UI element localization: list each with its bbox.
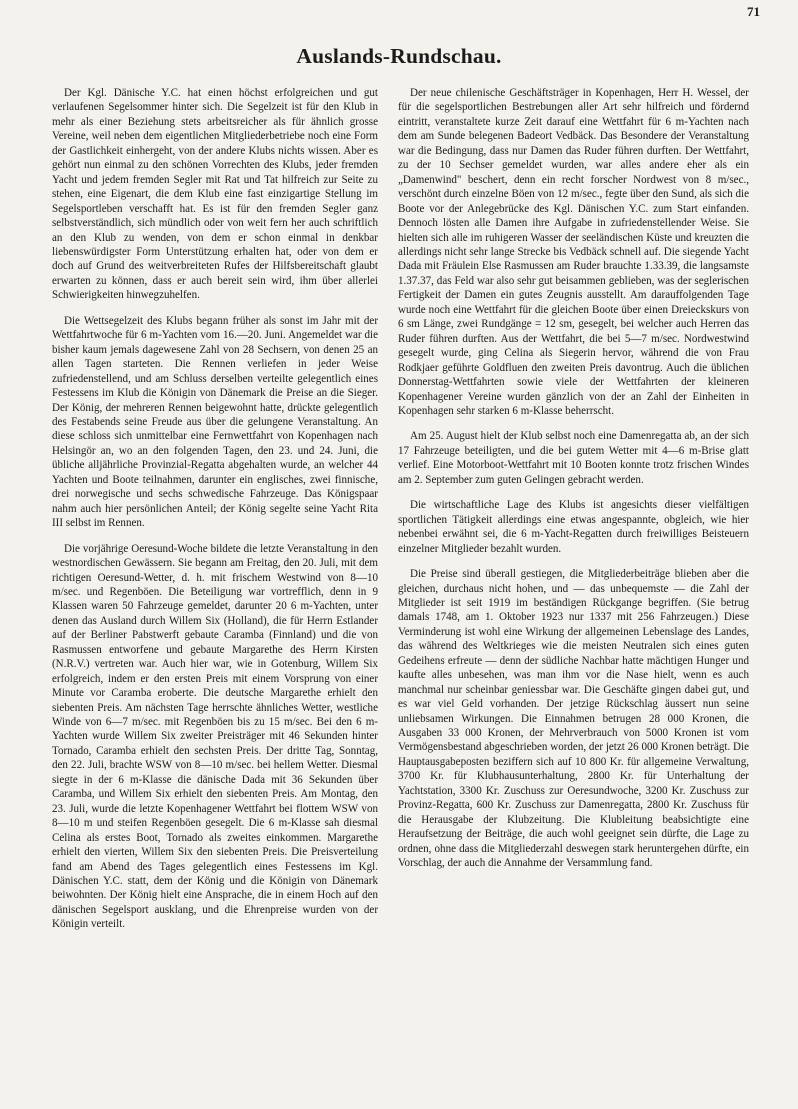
right-column	[398, 86, 749, 871]
paragraph: Der neue chilenische Geschäftsträger in Kopenhagen, Herr H. Wessel, der für die segelsportlichen Bestrebungen aller Art sehr hilfreich und fördernd eintritt, veranstaltete kurze Zeit darauf eine Wettfahrt für 6 m-Yachten nach dem am Sunde belegenen Badeort Vedbäck. Das Besondere der Veranstaltung war die Bedingung, dass nur Damen das Ruder führen durften. Der Wettfahrt, zu der 10 Sechser gemeldet wurden, war alles andere eher als ein „Damenwind" beschert, denn ein recht forscher Nordwest von 8 m/sec., verschönt durch einzelne Böen von 12 m/sec., fegte über den Sund, als sich die Boote vor der Anlegebrücke des Kgl. Dänischen Y.C. zum Start einfanden. Dennoch lösten alle Damen ihre Aufgabe in zufriedenstellender Weise. Sie hielten sich alle im ruhigeren Wasser der seeländischen Küste und kreuzten die allerdings nicht sehr lange Strecke bis Vedbäck schnell auf. Die siegende Yacht Dada mit Fräulein Else Rasmussen am Ruder brauchte 1.33.39, die langsamste 1.37.37, das Feld war also sehr gut beisammen geblieben, was der seglerischen Fertigkeit der Damen ein gutes Zeugnis ausstellt. Am darauffolgenden Tage wurde noch eine Wettfahrt für die gleichen Boote über einen Dreieckskurs von 6 sm Länge, zwei Rundgänge = 12 sm, gesegelt, bei welcher auch Herren das Ruder führen durften. Aus der Wettfahrt, die bei 5—7 m/sec. Nordwestwind gesegelt wurde, ging Celina als Siegerin hervor, während die von Frau Rodkjaer geführte Goldfluen den zweiten Preis davontrug. Auch die üblichen Donnerstag-Wettfahrten sowie viele der Wettfahrten der kleineren Kopenhagener Vereine wurden gänzlich von der an Zahl der Einheiten in Kopenhagen sehr starken 6 m-Klasse beherrscht.	[398, 87, 749, 417]
paragraph: Die wirtschaftliche Lage des Klubs ist angesichts dieser vielfältigen sportlichen Tätigkeit allerdings eine etwas angespannte, obgleich, wie hier nebenbei erwähnt sei, die 6 m-Yacht-Regatten durch freiwilliges Beisteuern einzelner Mitglieder bezahlt wurden.	[398, 499, 749, 555]
paragraph: Die vorjährige Oeresund-Woche bildete die letzte Veranstaltung in den westnordischen Gewässern. Sie begann am Freitag, den 20. Juli, mit dem richtigen Oeresund-Wetter, d. h. mit frischem Westwind von 8—10 m/sec. und Regenböen. Die Beteiligung war vortrefflich, denn in 9 Klassen waren 50 Fahrzeuge gemeldet, darunter 20 6 m-Yachten, unter denen das Ausland durch Willem Six (Holland), die für Herrn Estlander auf der Berliner Pabstwerft gebaute Caramba (Finnland) und die von Rasmussen entworfene und gebaute Margarethe des Herrn Kirsten (N.R.V.) vertreten war. Auch hier war, wie in Gotenburg, Willem Six erfolgreich, indem er den ersten Preis mit einem Vorsprung von einer Minute vor Caramba eroberte. Die deutsche Margarethe erhielt den siebenten Preis. Am nächsten Tage herrschte ähnliches Wetter, westliche Winde von 6—7 m/sec. mit Regenböen bis zu 15 m/sec. Bei den 6 m-Yachten wurde Willem Six zweiter Preisträger mit 46 Sekunden hinter Tornado, Caramba erhielt den sechsten Preis. Der dritte Tag, Sonntag, den 22. Juli, brachte WSW von 8—10 m/sec. bei hellem Wetter. Diesmal siegte in der 6 m-Klasse die dänische Dada mit 36 Sekunden über Caramba, und Willem Six erhielt den siebenten Preis. Am Montag, den 23. Juli, wurde die letzte Kopenhagener Wettfahrt bei flottem WSW von 8—10 m und steifen Regenböen gesegelt. Die 6 m-Klasse sah diesmal Celina als erstes Boot, Tornado als zweites einkommen. Margarethe erhielt den vierten, Willem Six den siebenten Preis. Die Preisverteilung fand am Abend des Tages gelegentlich eines Festessens im Kgl. Dänischen Y.C. statt, dem der König und die Königin von Dänemark beiwohnten. Der König hielt eine Ansprache, die in einem Hoch auf den dänischen Segelsport ausklang, und die Ehrenpreise wurden von der Königin verteilt.	[52, 542, 378, 931]
paragraph: Der Kgl. Dänische Y.C. hat einen höchst erfolgreichen und gut verlaufenen Segelsommer hinter sich. Die Segelzeit ist für den Klub in mehr als einer Beziehung stets arbeitsreicher als für ähnlich grosse Vereine, weil neben dem eigentlichen Mitgliederbetriebe noch eine Form der Gastlichkeit einhergeht, von der andere Klubs nichts wissen. Aber es gehört nun einmal zu den schönen Vorrechten des Klubs, jeder fremden Yacht und jedem fremden Segler mit Rat und Tat hilfreich zur Seite zu stehen, eine Eigenart, die dem Klub eine fast einzigartige Stellung im Segelsportleben verschafft hat. Es ist für den fremden Segler ganz selbstverständlich, sich mündlich oder von weit fern her auch schriftlich an den Klub zu wenden, von dem er schon einmal in denkbar liebenswürdigster Form Unterstützung erhalten hat, oder von dem er doch auf Grund des weitverbreiteten Rufes der Hilfsbereitschaft glaubt erwarten zu können, dass er auch bereit sein wird, ihm über allerlei Schwierigkeiten hinwegzuhelfen.	[52, 87, 378, 302]
paragraph: Am 25. August hielt der Klub selbst noch eine Damenregatta ab, an der sich 17 Fahrzeuge beteiligten, und die bei gutem Wetter mit 4—6 m-Brise glatt verlief. Eine Motorboot-Wettfahrt mit 10 Booten konnte trotz frischen Windes am 2. September zum guten Gelingen gebracht werden.	[398, 430, 749, 486]
page-number: 71	[747, 4, 760, 19]
page-title: Auslands-Rundschau.	[296, 44, 502, 68]
paragraph: Die Preise sind überall gestiegen, die Mitgliederbeiträge blieben aber die gleichen, durchaus nicht hohen, und — das unbequemste — die Zahl der Mitglieder ist seit 1919 im beständigen Rückgange begriffen. (Sie betrug damals 1748, am 1. Oktober 1923 nur 1337 mit 256 Fahrzeugen.) Diese Verminderung ist wohl eine Wirkung der allgemeinen Lebenslage des Landes, das während des Weltkrieges wie die meisten Neutralen sich eines guten Gedeihens erfreute — denn der südliche Nachbar hatte mächtigen Hunger und kaufte alles unbesehen, was man ihm vor die Nase hielt, wenn es auch manchmal nur scheinbar geniessbar war. Die Geschäfte gingen dabei gut, und es war viel Geld vorhanden. Der jetzige Rückschlag äussert nun seine unliebsamen Wirkungen. Die Einnahmen betrugen 28 000 Kronen, die Ausgaben 33 000 Kronen, der Mehrverbrauch von 5000 Kronen ist vom Vermögensbestand abgeschrieben worden, der jetzt 26 000 Kronen beträgt. Die Hauptausgabeposten beziffern sich auf 10 800 Kr. für allgemeine Verwaltung, 3700 Kr. für Klubhausunterhaltung, 2800 Kr. für Unterhaltung der Yachtstation, 3300 Kr. Zuschuss zur Oeresundwoche, 3200 Kr. Zuschuss zur Provinz-Regatta, 600 Kr. Zuschuss zur Damenregatta, 2800 Kr. Zuschuss für die Herausgabe der Klubzeitung. Die Klubleitung beabsichtigte eine Heraufsetzung der Beiträge, die auch wohl geeignet sein dürfte, die Lage zu ordnen, ohne dass die Mitgliederzahl deswegen stark heruntergehen dürfte, ein Vorschlag, der auch die Annahme der Versammlung fand.	[398, 568, 749, 870]
paragraph: Die Wettsegelzeit des Klubs begann früher als sonst im Jahr mit der Wettfahrtwoche für 6 m-Yachten vom 16.—20. Juni. Angemeldet war die bisher kaum jemals dagewesene Zahl von 28 Sechsern, von denen 25 an allen Tagen starteten. Die Rennen verliefen in jeder Weise zufriedenstellend, und am Schluss derselben verteilte gelegentlich eines Festessens im Klub die Königin von Dänemark die Preise an die Sieger. Der König, der mehreren Rennen beigewohnt hatte, drückte gelegentlich des Festabends seine Freude aus über die gelungene Veranstaltung. An diese schloss sich unmittelbar eine Fernwettfahrt von Kopenhagen nach Helsingör an, wo an den folgenden Tagen, den 23. und 24. Juni, die übliche alljährliche Provinzial-Regatta abgehalten wurde, an welcher 44 Yachten und Boote teilnahmen, darunter ein englisches, zwei finnische, drei norwegische und sechs schwedische Fahrzeuge. Das Königspaar nahm auch hier persönlichen Anteil; der König segelte seine Yacht Rita III selbst im Rennen.	[52, 314, 378, 530]
left-column	[52, 86, 378, 932]
